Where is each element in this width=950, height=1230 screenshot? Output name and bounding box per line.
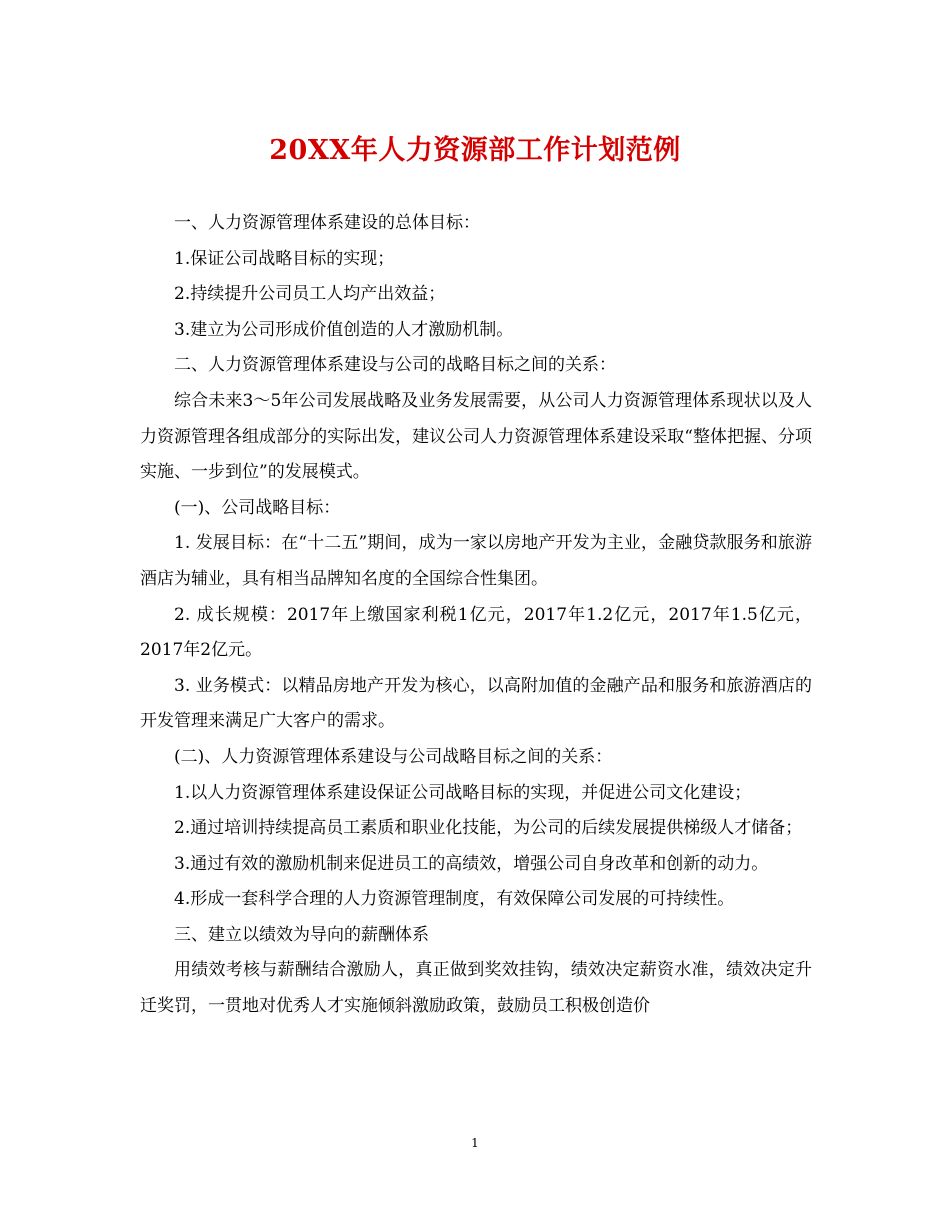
page-number: 1 <box>471 1136 479 1150</box>
list-item: 2. 成长规模：2017年上缴国家利税1亿元，2017年1.2亿元，2017年1.5亿元，2017年2亿元。 <box>140 604 812 661</box>
list-item: 1. 发展目标：在“十二五”期间，成为一家以房地产开发为主业，金融贷款服务和旅游酒店为辅业，具有相当品牌知名度的全国综合性集团。 <box>140 533 812 589</box>
heading-section-1: 一、人力资源管理体系建设的总体目标： <box>174 213 480 233</box>
list-item: 1.以人力资源管理体系建设保证公司战略目标的实现，并促进公司文化建设； <box>174 782 752 803</box>
heading-section-3: 三、建立以绩效为导向的薪酬体系 <box>174 924 429 945</box>
subheading-relationship: (二)、人力资源管理体系建设与公司战略目标之间的关系： <box>174 746 613 767</box>
heading-section-2: 二、人力资源管理体系建设与公司的战略目标之间的关系： <box>174 355 616 376</box>
list-item: 3.建立为公司形成价值创造的人才激励机制。 <box>174 319 514 340</box>
list-item: 4.形成一套科学合理的人力资源管理制度，有效保障公司发展的可持续性。 <box>174 889 735 910</box>
list-item: 3. 业务模式：以精品房地产开发为核心，以高附加值的金融产品和服务和旅游酒店的开发管理来满足广大客户的需求。 <box>140 675 812 732</box>
body-paragraph: 用绩效考核与薪酬结合激励人，真正做到奖效挂钩，绩效决定薪资水准，绩效决定升迁奖罚，一贯地对优秀人才实施倾斜激励政策，鼓励员工积极创造价 <box>140 960 812 1017</box>
list-item: 2.持续提升公司员工人均产出效益； <box>174 284 446 305</box>
document-title: 20XX年人力资源部工作计划范例 <box>269 135 681 166</box>
subheading-strategy-goals: (一)、公司战略目标： <box>174 497 341 518</box>
list-item: 2.通过培训持续提高员工素质和职业化技能，为公司的后续发展提供梯级人才储备； <box>174 818 803 839</box>
list-item: 1.保证公司战略目标的实现； <box>174 248 395 269</box>
document-body <box>140 206 812 1025</box>
list-item: 3.通过有效的激励机制来促进员工的高绩效，增强公司自身改革和创新的动力。 <box>174 853 769 874</box>
body-paragraph: 综合未来3～5年公司发展战略及业务发展需要，从公司人力资源管理体系现状以及人力资源管理各组成部分的实际出发，建议公司人力资源管理体系建设采取“整体把握、分项实施、一步到位”的发展模式。 <box>140 390 812 483</box>
